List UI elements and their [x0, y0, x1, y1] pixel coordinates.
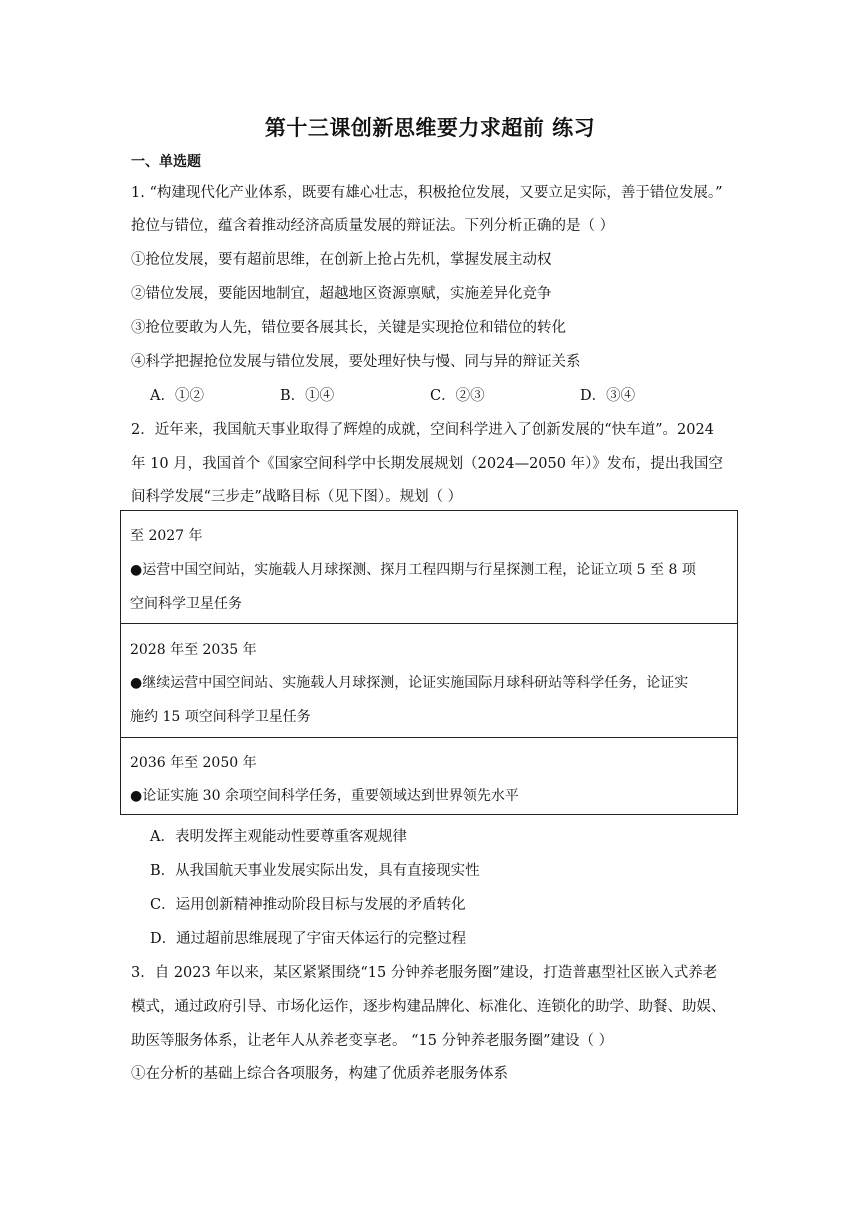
q2-option-d[interactable]: D．通过超前思维展现了宇宙天体运行的完整过程 [150, 931, 467, 947]
plan-row-body-line: ●继续运营中国空间站、实施载人月球探测，论证实施国际月球科研站等科学任务，论证实 [130, 675, 689, 691]
q1-item-4: ④科学把握抢位发展与错位发展，要处理好快与慢、同与异的辩证关系 [131, 354, 581, 370]
plan-row-header: 至 2027 年 [130, 528, 203, 544]
q1-item-1: ①抢位发展，要有超前思维，在创新上抢占先机，掌握发展主动权 [131, 252, 552, 268]
q2-option-b[interactable]: B．从我国航天事业发展实际出发，具有直接现实性 [150, 863, 480, 879]
q2-stem-line-3: 间科学发展“三步走”战略目标（见下图）。规划（ ） [131, 489, 463, 505]
section-heading: 一、单选题 [131, 154, 201, 170]
q1-item-2: ②错位发展，要能因地制宜，超越地区资源禀赋，实施差异化竞争 [131, 286, 552, 302]
q1-choice-b[interactable]: B．①④ [280, 388, 335, 404]
q1-stem-line-1: 1. “构建现代化产业体系，既要有雄心壮志，积极抢位发展，又要立足实际，善于错位发展。” [131, 185, 723, 201]
plan-row-header: 2036 年至 2050 年 [130, 755, 257, 771]
plan-row-header: 2028 年至 2035 年 [130, 642, 257, 658]
plan-row-body-line: ●运营中国空间站，实施载人月球探测、探月工程四期与行星探测工程，论证立项 5 至 8 项 [130, 562, 696, 578]
plan-row-2050 [121, 737, 737, 815]
q2-option-a[interactable]: A．表明发挥主观能动性要尊重客观规律 [150, 829, 407, 845]
q2-stem-line-1: 2．近年来，我国航天事业取得了辉煌的成就，空间科学进入了创新发展的“快车道”。2024 [131, 422, 714, 438]
q1-choice-d[interactable]: D．③④ [580, 388, 636, 404]
q3-stem-line-2: 模式，通过政府引导、市场化运作，逐步构建品牌化、标准化、连锁化的助学、助餐、助娱、 [131, 999, 726, 1015]
q1-choice-a[interactable]: A．①② [150, 388, 204, 404]
q1-item-3: ③抢位要敢为人先，错位要各展其长，关键是实现抢位和错位的转化 [131, 320, 566, 336]
q2-stem-line-2: 年 10 月，我国首个《国家空间科学中长期发展规划（2024—2050 年）》发布，提出我国空 [131, 456, 723, 472]
q1-choice-c[interactable]: C．②③ [430, 388, 485, 404]
q2-option-c[interactable]: C．运用创新精神推动阶段目标与发展的矛盾转化 [150, 897, 466, 913]
q3-stem-line-3: 助医等服务体系，让老年人从养老变享老。 “15 分钟养老服务圈”建设（ ） [131, 1033, 614, 1049]
plan-table [120, 510, 738, 815]
page-title: 第十三课创新思维要力求超前 练习 [264, 116, 596, 140]
q1-stem-line-2: 抢位与错位，蕴含着推动经济高质量发展的辩证法。下列分析正确的是（ ） [131, 218, 615, 234]
plan-row-body-line: 空间科学卫星任务 [130, 596, 242, 612]
plan-row-2035 [121, 623, 737, 738]
q3-item-1: ①在分析的基础上综合各项服务，构建了优质养老服务体系 [131, 1066, 508, 1082]
plan-row-2027 [121, 511, 737, 623]
q3-stem-line-1: 3．自 2023 年以来，某区紧紧围绕“15 分钟养老服务圈”建设，打造普惠型社区嵌入式养老 [131, 965, 718, 981]
plan-row-body-line: ●论证实施 30 余项空间科学任务，重要领域达到世界领先水平 [130, 788, 519, 804]
plan-row-body-line: 施约 15 项空间科学卫星任务 [130, 709, 311, 725]
